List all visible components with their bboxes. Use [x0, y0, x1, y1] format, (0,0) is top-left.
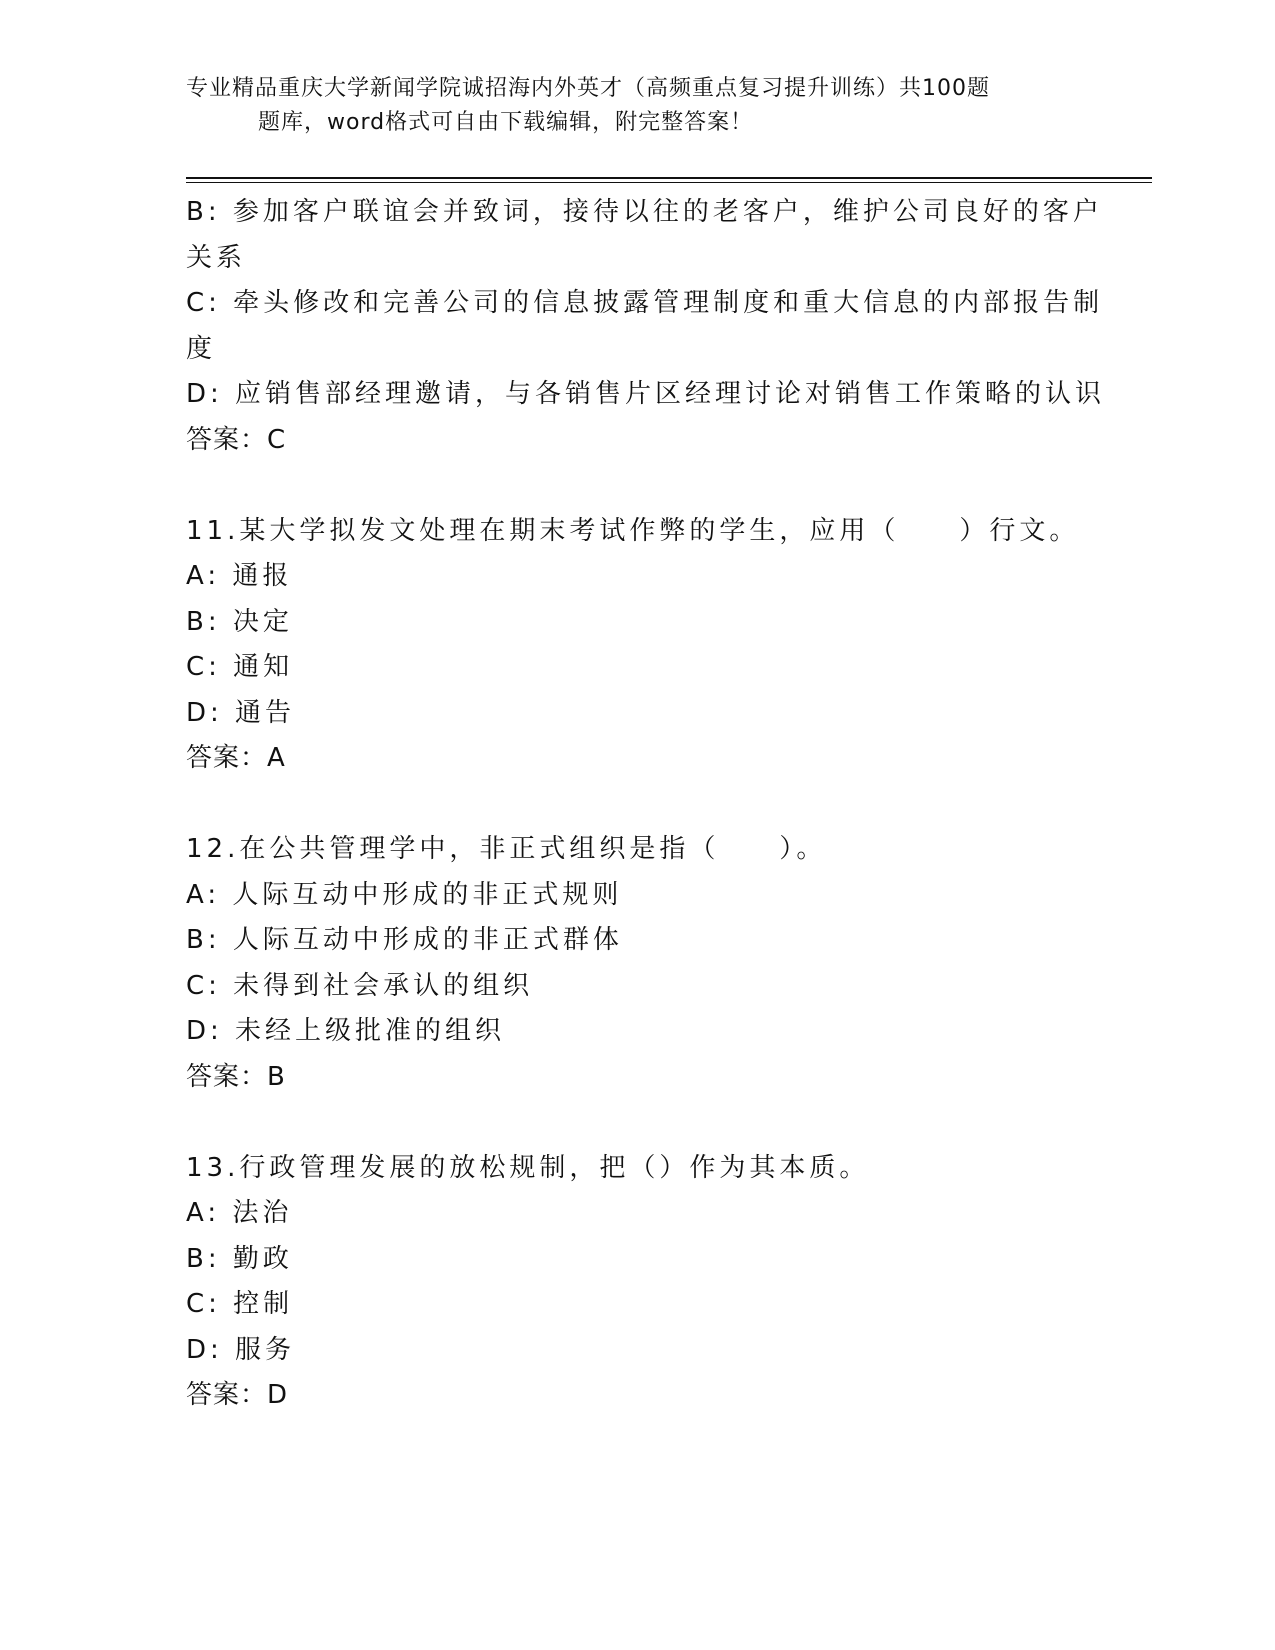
question-10-remainder: [186, 190, 1106, 463]
option-b: B: 勤政: [186, 1243, 293, 1274]
option-c: C: 通知: [186, 652, 294, 682]
option-d: D: 应销售部经理邀请，与各销售片区经理讨论对销售工作策略的认识: [186, 379, 1106, 409]
question-list: [186, 190, 1106, 1419]
option-b: B: 人际互动中形成的非正式群体: [186, 925, 623, 955]
answer: 答案：A: [186, 743, 286, 773]
option-b-line-2: 关系: [186, 242, 247, 273]
option-c: C: 未得到社会承认的组织: [186, 970, 534, 1001]
option-d: D: 通告: [186, 697, 296, 728]
option-d: D: 服务: [186, 1334, 296, 1365]
option-b: B: 决定: [186, 606, 293, 637]
answer: 答案：B: [186, 1061, 286, 1092]
header-divider-thin: [186, 182, 1152, 183]
spacer: [186, 782, 1086, 828]
question-11: [186, 509, 1086, 782]
option-d: D: 未经上级批准的组织: [186, 1016, 506, 1046]
option-c-line-1: C: 牵头修改和完善公司的信息披露管理制度和重大信息的内部报告制: [186, 288, 1104, 318]
header-title-line-2: 题库，word格式可自由下载编辑，附完整答案！: [258, 110, 754, 135]
spacer: [186, 1100, 1086, 1146]
header-title-line-1: 专业精品重庆大学新闻学院诚招海内外英才（高频重点复习提升训练）共100题: [186, 76, 990, 101]
question-stem: 13.行政管理发展的放松规制，把（）作为其本质。: [186, 1152, 870, 1183]
question-stem: 11.某大学拟发文处理在期末考试作弊的学生，应用（ ）行文。: [186, 515, 1080, 546]
question-13: [186, 1146, 1086, 1419]
option-a: A: 通报: [186, 561, 293, 591]
option-a: A: 人际互动中形成的非正式规则: [186, 879, 623, 910]
question-12: [186, 827, 1086, 1100]
answer: 答案：D: [186, 1380, 289, 1410]
page-header: [186, 72, 1066, 140]
header-divider-thick: [186, 177, 1152, 179]
option-b-line-1: B: 参加客户联谊会并致词，接待以往的老客户，维护公司良好的客户: [186, 197, 1103, 227]
option-a: A: 法治: [186, 1198, 293, 1228]
option-c: C: 控制: [186, 1289, 294, 1319]
option-c-line-2: 度: [186, 333, 217, 364]
question-stem: 12.在公共管理学中，非正式组织是指（ ）。: [186, 834, 827, 864]
answer: 答案：C: [186, 424, 287, 455]
spacer: [186, 463, 1086, 509]
